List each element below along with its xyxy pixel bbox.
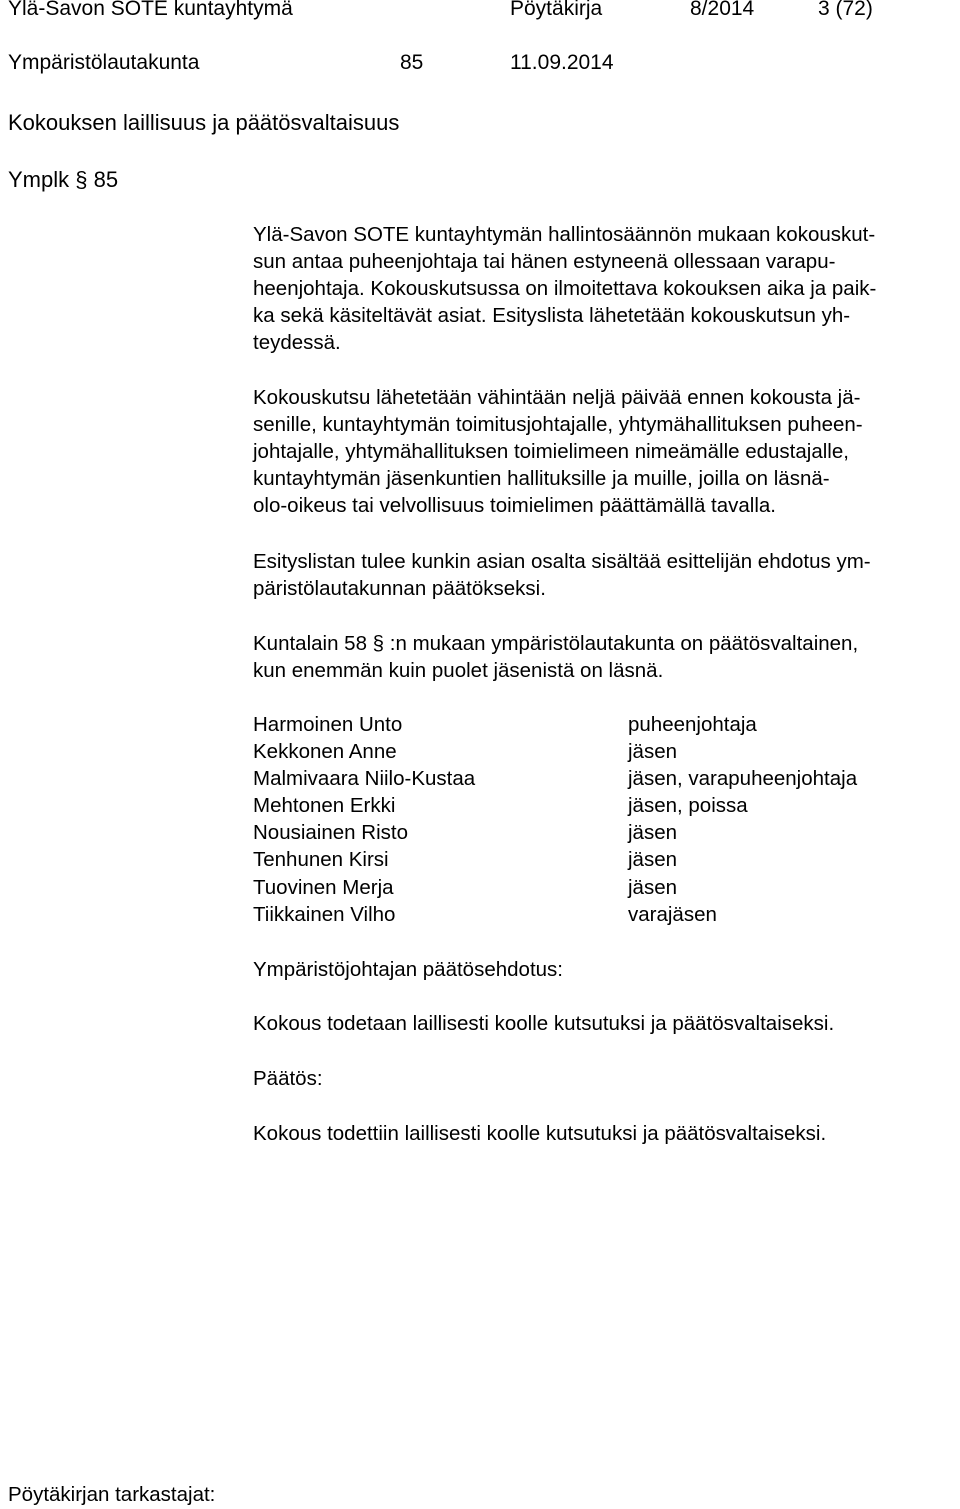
decision-label: Päätös: bbox=[253, 1067, 323, 1090]
member-row bbox=[253, 765, 953, 792]
proposal-text: Kokous todetaan laillisesti koolle kutsutuksi ja päätösvaltaiseksi. bbox=[253, 1012, 835, 1035]
member-role: varajäsen bbox=[628, 903, 717, 926]
member-role: jäsen bbox=[628, 848, 678, 871]
decision-text: Kokous todettiin laillisesti koolle kutsutuksi ja päätösvaltaiseksi. bbox=[253, 1122, 827, 1145]
proposal-label: Ympäristöjohtajan päätösehdotus: bbox=[253, 958, 563, 981]
member-name: Tiikkainen Vilho bbox=[253, 903, 396, 926]
member-name: Harmoinen Unto bbox=[253, 713, 403, 736]
member-role: jäsen, poissa bbox=[628, 794, 748, 817]
member-row bbox=[253, 874, 953, 901]
document-type: Pöytäkirja bbox=[510, 0, 603, 20]
member-name: Tuovinen Merja bbox=[253, 876, 394, 899]
member-role: jäsen bbox=[628, 876, 678, 899]
member-row bbox=[253, 901, 953, 928]
paragraph-4 bbox=[253, 630, 953, 684]
paragraph-line: Kokouskutsu lähetetään vähintään neljä päivää ennen kokousta jä- bbox=[253, 386, 861, 409]
member-row bbox=[253, 846, 953, 873]
paragraph-line: kuntayhtymän jäsenkuntien hallituksille ja muille, joilla on läsnä- bbox=[253, 467, 830, 490]
paragraph-line: senille, kuntayhtymän toimitusjohtajalle, yhtymähallituksen puheen- bbox=[253, 413, 863, 436]
paragraph-line: johtajalle, yhtymähallituksen toimielimeen nimeämälle edustajalle, bbox=[253, 440, 849, 463]
document-number: 8/2014 bbox=[690, 0, 755, 20]
member-row bbox=[253, 711, 953, 738]
member-role: jäsen bbox=[628, 740, 678, 763]
member-name: Mehtonen Erkki bbox=[253, 794, 396, 817]
page-number: 3 (72) bbox=[818, 0, 873, 20]
paragraph-line: Kuntalain 58 § :n mukaan ympäristölautakunta on päätösvaltainen, bbox=[253, 632, 859, 655]
member-row bbox=[253, 819, 953, 846]
paragraph-line: Ylä-Savon SOTE kuntayhtymän hallintosäännön mukaan kokouskut- bbox=[253, 223, 876, 246]
section-number: 85 bbox=[400, 51, 424, 74]
paragraph-1 bbox=[253, 221, 953, 356]
paragraph-2 bbox=[253, 384, 953, 519]
member-role: puheenjohtaja bbox=[628, 713, 757, 736]
reviewers-label: Pöytäkirjan tarkastajat: bbox=[8, 1483, 216, 1506]
member-name: Tenhunen Kirsi bbox=[253, 848, 389, 871]
member-row bbox=[253, 792, 953, 819]
paragraph-line: heenjohtaja. Kokouskutsussa on ilmoitettava kokouksen aika ja paik- bbox=[253, 277, 877, 300]
section-id: Ymplk § 85 bbox=[8, 167, 119, 192]
member-role: jäsen bbox=[628, 821, 678, 844]
meeting-date: 11.09.2014 bbox=[510, 51, 614, 74]
paragraph-line: ka sekä käsiteltävät asiat. Esityslista lähetetään kokouskutsun yh- bbox=[253, 304, 851, 327]
member-role: jäsen, varapuheenjohtaja bbox=[628, 767, 858, 790]
paragraph-line: kun enemmän kuin puolet jäsenistä on läsnä. bbox=[253, 659, 664, 682]
paragraph-line: sun antaa puheenjohtaja tai hänen estyneenä ollessaan varapu- bbox=[253, 250, 836, 273]
paragraph-line: teydessä. bbox=[253, 331, 341, 354]
section-title: Kokouksen laillisuus ja päätösvaltaisuus bbox=[8, 110, 400, 135]
paragraph-line: olo-oikeus tai velvollisuus toimielimen päättämällä tavalla. bbox=[253, 494, 777, 517]
committee-name: Ympäristölautakunta bbox=[8, 51, 200, 74]
paragraph-line: Esityslistan tulee kunkin asian osalta sisältää esittelijän ehdotus ym- bbox=[253, 550, 871, 573]
member-name: Nousiainen Risto bbox=[253, 821, 408, 844]
paragraph-line: päristölautakunnan päätökseksi. bbox=[253, 577, 546, 600]
member-name: Malmivaara Niilo-Kustaa bbox=[253, 767, 476, 790]
member-name: Kekkonen Anne bbox=[253, 740, 397, 763]
paragraph-3 bbox=[253, 548, 953, 602]
member-row bbox=[253, 738, 953, 765]
organization-name: Ylä-Savon SOTE kuntayhtymä bbox=[8, 0, 293, 20]
